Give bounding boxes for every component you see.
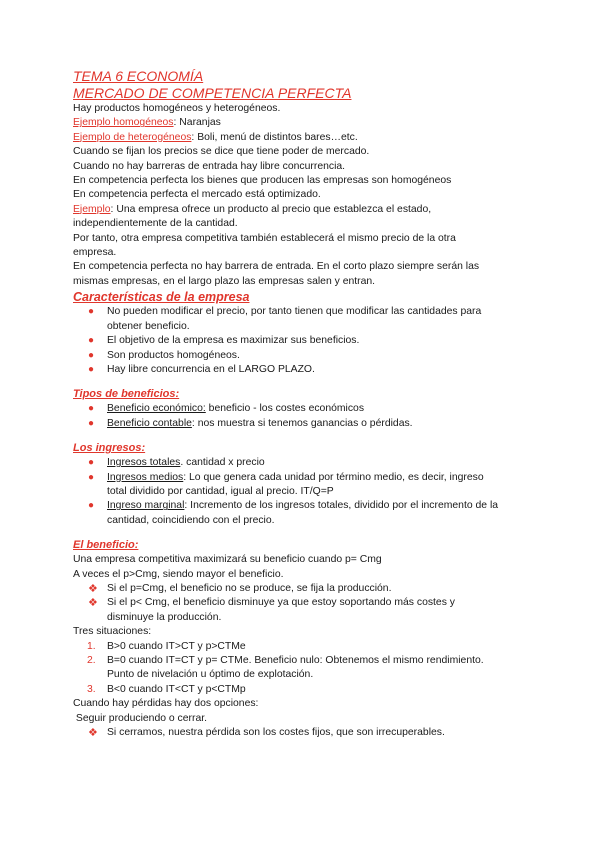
document-content bbox=[73, 68, 543, 740]
list-item: ● Beneficio contable: nos muestra si tenemos ganancias o pérdidas. bbox=[73, 417, 543, 431]
bullet-icon: ● bbox=[88, 335, 95, 347]
intro-line: Cuando no hay barreras de entrada hay libre concurrencia. bbox=[73, 160, 346, 172]
diamond-bullet-icon: ❖ bbox=[88, 727, 98, 740]
list-item: 1. B>0 cuando IT>CT y p>CTMe bbox=[73, 640, 543, 654]
beneficio-line: Una empresa competitiva maximizará su beneficio cuando p= Cmg bbox=[73, 554, 382, 566]
bullet-icon: ● bbox=[88, 500, 95, 512]
bullet-icon: ● bbox=[88, 306, 95, 318]
beneficio-line: Cuando hay pérdidas hay dos opciones: bbox=[73, 698, 259, 710]
example-text: : Una empresa ofrece un producto al precio que establezca el estado, bbox=[110, 203, 432, 215]
list-number: 3. bbox=[87, 683, 96, 695]
section-heading-beneficio: El beneficio: bbox=[73, 539, 139, 552]
section-heading-ingresos: Los ingresos: bbox=[73, 442, 146, 455]
example-text: : Boli, menú de distintos bares…etc. bbox=[191, 131, 358, 143]
list-item: ● El objetivo de la empresa es maximizar sus beneficios. bbox=[73, 334, 543, 348]
doc-subtitle: MERCADO DE COMPETENCIA PERFECTA bbox=[73, 85, 352, 101]
list-item: 2. B=0 cuando IT=CT y p= CTMe. Beneficio nulo: Obtenemos el mismo rendimiento. bbox=[73, 654, 543, 668]
list-item: ● Ingresos medios: Lo que genera cada unidad por término medio, es decir, ingreso bbox=[73, 471, 543, 485]
intro-line: Por tanto, otra empresa competitiva también establecerá el mismo precio de la otra bbox=[73, 232, 456, 244]
bullet-icon: ● bbox=[88, 363, 95, 375]
example-label: Ejemplo bbox=[73, 203, 111, 215]
perdidas-list bbox=[73, 726, 543, 740]
section-heading-tipos: Tipos de beneficios: bbox=[73, 388, 180, 401]
list-item-continuation: disminuye la producción. bbox=[107, 611, 222, 623]
doc-title: TEMA 6 ECONOMÍA bbox=[73, 68, 204, 84]
list-item: ❖ Si el p=Cmg, el beneficio no se produce, se fija la producción. bbox=[88, 582, 392, 595]
list-item: ❖ Si el p< Cmg, el beneficio disminuye ya que estoy soportando más costes y bbox=[88, 597, 455, 610]
intro-line: Hay productos homogéneos y heterogéneos. bbox=[73, 103, 281, 114]
intro-line: En competencia perfecta el mercado está optimizado. bbox=[73, 189, 321, 201]
bullet-icon: ● bbox=[88, 349, 95, 361]
beneficio-line: Seguir produciendo o cerrar. bbox=[73, 712, 208, 724]
list-item: ● Ingresos totales. cantidad x precio bbox=[73, 456, 543, 470]
diamond-bullet-icon: ❖ bbox=[88, 582, 98, 595]
intro-line: independientemente de la cantidad. bbox=[73, 218, 238, 230]
bullet-icon: ● bbox=[88, 471, 95, 483]
list-item: 3. B<0 cuando IT<CT y p<CTMp bbox=[73, 683, 543, 697]
ingresos-list bbox=[73, 456, 543, 528]
beneficio-line: Tres situaciones: bbox=[73, 626, 152, 638]
list-number: 1. bbox=[87, 640, 96, 652]
bullet-icon: ● bbox=[88, 417, 95, 429]
caracteristicas-list bbox=[73, 305, 543, 377]
list-item: ● Beneficio económico: beneficio - los costes económicos bbox=[73, 402, 543, 416]
beneficio-diamond-list bbox=[73, 582, 543, 625]
intro-line: empresa. bbox=[73, 247, 117, 259]
section-heading-caracteristicas: Características de la empresa bbox=[73, 290, 250, 305]
example-label: Ejemplo homogéneos bbox=[73, 117, 174, 129]
diamond-bullet-icon: ❖ bbox=[88, 597, 98, 610]
list-item-continuation: total dividido por cantidad, igual al precio. IT/Q=P bbox=[107, 485, 334, 497]
list-item-continuation: obtener beneficio. bbox=[107, 320, 190, 332]
list-number: 2. bbox=[87, 655, 96, 666]
list-item-continuation: cantidad, coincidiendo con el precio. bbox=[107, 514, 275, 526]
list-item: ● Son productos homogéneos. bbox=[73, 349, 543, 363]
beneficio-line: A veces el p>Cmg, siendo mayor el beneficio. bbox=[73, 568, 284, 580]
list-item-continuation: Punto de nivelación u óptimo de explotación. bbox=[107, 669, 314, 681]
intro-example-state bbox=[73, 203, 543, 217]
bullet-icon: ● bbox=[88, 457, 95, 469]
intro-example-homogeneous bbox=[73, 116, 543, 130]
list-item: ● Hay libre concurrencia en el LARGO PLAZO. bbox=[73, 363, 543, 377]
intro-line: En competencia perfecta los bienes que producen las empresas son homogéneos bbox=[73, 175, 452, 187]
tipos-list bbox=[73, 402, 543, 431]
list-item: ● No pueden modificar el precio, por tanto tienen que modificar las cantidades para bbox=[73, 305, 543, 319]
list-item: ❖ Si cerramos, nuestra pérdida son los costes fijos, que son irrecuperables. bbox=[88, 727, 445, 740]
situaciones-list bbox=[73, 640, 543, 698]
intro-line: Cuando se fijan los precios se dice que tiene poder de mercado. bbox=[73, 146, 370, 158]
intro-line: mismas empresas, en el largo plazo las empresas salen y entran. bbox=[73, 275, 376, 287]
intro-example-heterogeneous bbox=[73, 131, 543, 145]
example-text: : Naranjas bbox=[173, 117, 221, 129]
example-label: Ejemplo de heterogéneos bbox=[73, 131, 192, 143]
bullet-icon: ● bbox=[88, 403, 95, 415]
list-item: ● Ingreso marginal: Incremento de los ingresos totales, dividido por el incremento de la bbox=[73, 499, 543, 513]
intro-line: En competencia perfecta no hay barrera de entrada. En el corto plazo siempre serán las bbox=[73, 261, 480, 273]
